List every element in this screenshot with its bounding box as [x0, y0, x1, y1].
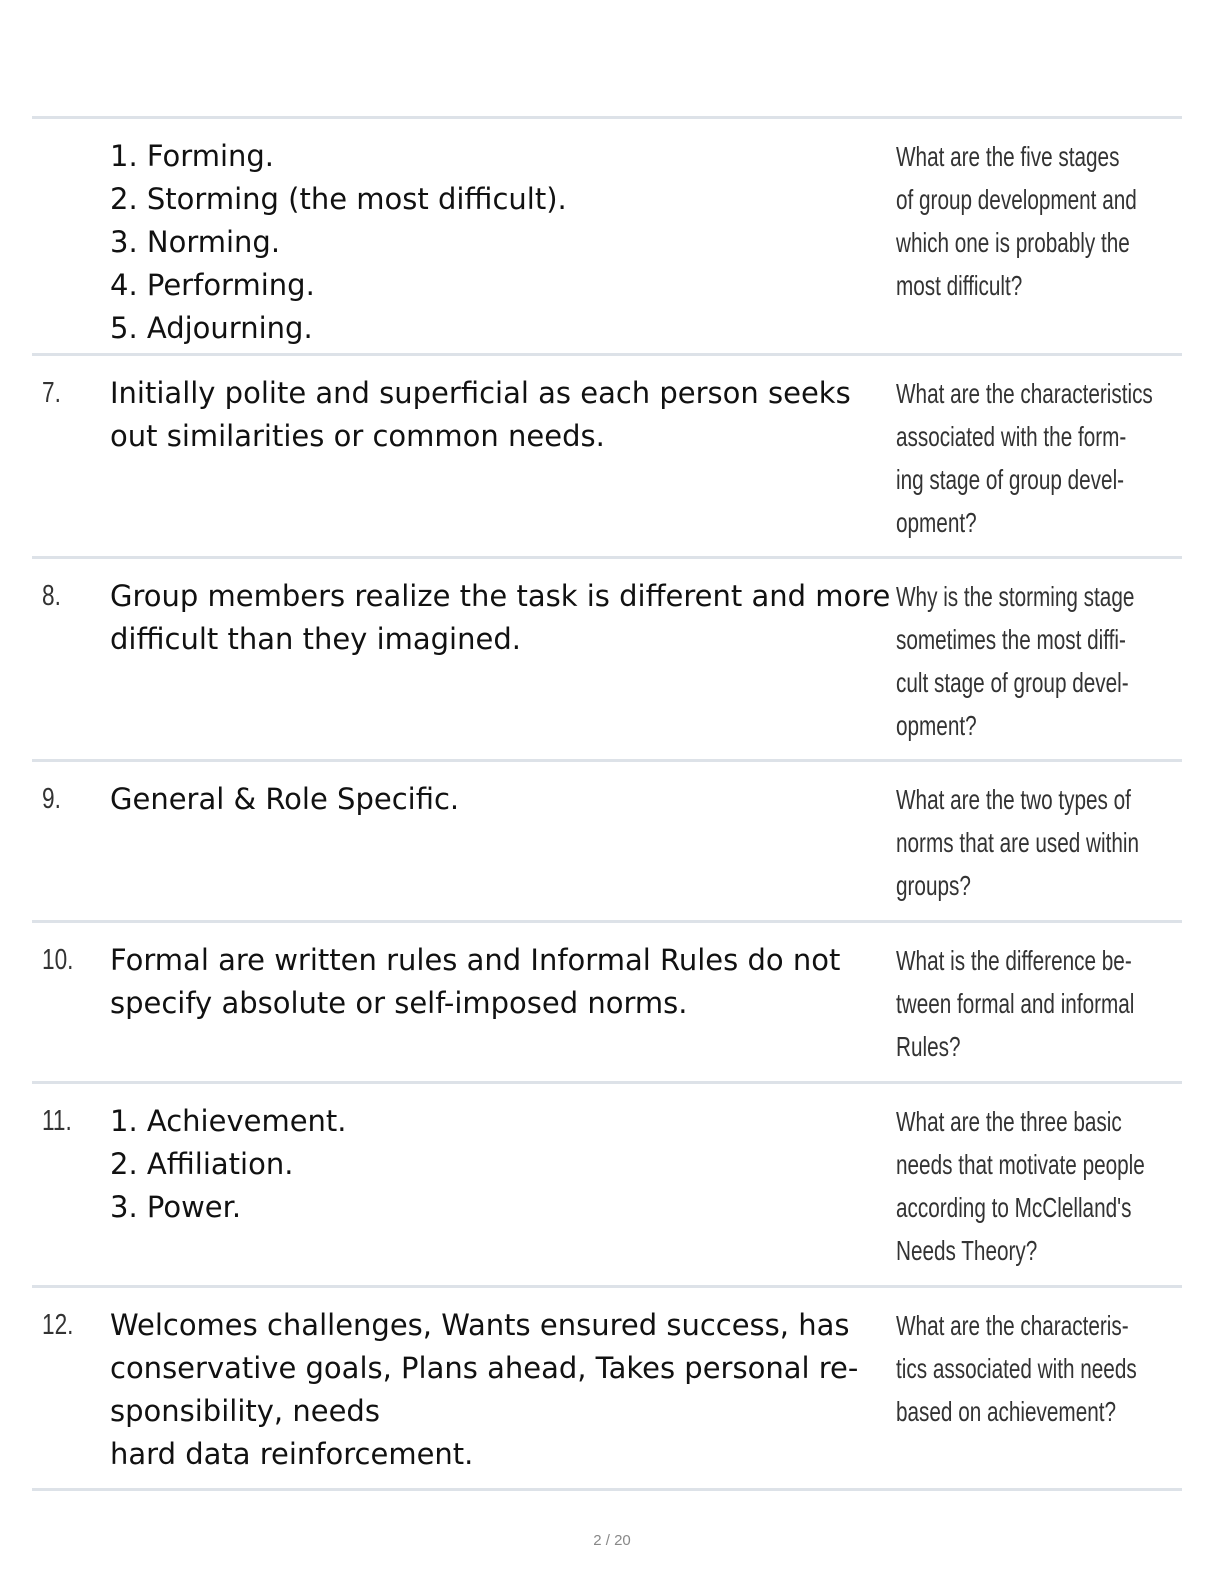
- question-line: What are the two types of: [896, 784, 1131, 815]
- answer-line: 3. Power.: [110, 1190, 242, 1224]
- answer-line: out similarities or common needs.: [110, 419, 605, 453]
- flashcard-row: [32, 1288, 1182, 1491]
- card-number: 10.: [42, 944, 74, 976]
- card-number: 7.: [42, 377, 61, 409]
- card-question: [896, 1304, 1162, 1433]
- answer-line: 5. Adjourning.: [110, 311, 313, 345]
- question-line: according to McClelland's: [896, 1192, 1132, 1223]
- card-answer: [110, 1100, 892, 1229]
- flashcard-row: [32, 762, 1182, 923]
- question-line: associated with the form-: [896, 421, 1127, 452]
- answer-line: difficult than they imagined.: [110, 622, 521, 656]
- question-line: ing stage of group devel-: [896, 464, 1125, 495]
- card-answer: [110, 575, 892, 661]
- answer-line: 1. Forming.: [110, 139, 275, 173]
- answer-line: Initially polite and superficial as each person seeks: [110, 376, 851, 410]
- question-line: opment?: [896, 507, 977, 538]
- card-question: [896, 939, 1162, 1068]
- flashcard-row: [32, 356, 1182, 559]
- answer-line: sponsibility, needs: [110, 1394, 380, 1428]
- answer-line: conservative goals, Plans ahead, Takes personal re-: [110, 1351, 859, 1385]
- answer-line: 3. Norming.: [110, 225, 281, 259]
- question-line: Needs Theory?: [896, 1235, 1038, 1266]
- flashcard-list: [32, 116, 1182, 1491]
- card-answer: [110, 135, 892, 350]
- card-answer: [110, 778, 892, 821]
- answer-line: specify absolute or self-imposed norms.: [110, 986, 688, 1020]
- flashcard-row: [32, 1084, 1182, 1288]
- card-question: [896, 1100, 1162, 1272]
- flashcard-row: [32, 119, 1182, 356]
- question-line: Why is the storming stage: [896, 581, 1135, 612]
- answer-line: Formal are written rules and Informal Rules do not: [110, 943, 841, 977]
- card-answer: [110, 939, 892, 1025]
- question-line: most difficult?: [896, 270, 1023, 301]
- page-indicator: 2 / 20: [593, 1532, 631, 1549]
- question-line: What are the five stages: [896, 141, 1120, 172]
- answer-line: 2. Affiliation.: [110, 1147, 294, 1181]
- question-line: tween formal and informal: [896, 988, 1135, 1019]
- question-line: needs that motivate people: [896, 1149, 1145, 1180]
- answer-line: 4. Performing.: [110, 268, 315, 302]
- question-line: What are the characteristics: [896, 378, 1153, 409]
- question-line: of group development and: [896, 184, 1137, 215]
- answer-line: hard data reinforcement.: [110, 1437, 474, 1471]
- question-line: What are the three basic: [896, 1106, 1122, 1137]
- question-line: based on achievement?: [896, 1396, 1117, 1427]
- answer-line: General & Role Specific.: [110, 782, 460, 816]
- question-line: tics associated with needs: [896, 1353, 1137, 1384]
- question-line: Rules?: [896, 1031, 961, 1062]
- card-number: 12.: [42, 1309, 74, 1341]
- card-number: 9.: [42, 783, 61, 815]
- card-question: [896, 372, 1162, 544]
- card-number: 11.: [42, 1105, 72, 1137]
- question-line: sometimes the most diffi-: [896, 624, 1126, 655]
- card-answer: [110, 372, 892, 458]
- question-line: What are the characteris-: [896, 1310, 1129, 1341]
- answer-line: 2. Storming (the most difficult).: [110, 182, 567, 216]
- question-line: opment?: [896, 710, 977, 741]
- answer-line: 1. Achievement.: [110, 1104, 347, 1138]
- question-line: groups?: [896, 870, 971, 901]
- card-number: 8.: [42, 580, 61, 612]
- question-line: norms that are used within: [896, 827, 1140, 858]
- answer-line: Welcomes challenges, Wants ensured success, has: [110, 1308, 850, 1342]
- card-question: [896, 778, 1162, 907]
- card-question: [896, 135, 1162, 307]
- question-line: which one is probably the: [896, 227, 1130, 258]
- card-question: [896, 575, 1162, 747]
- question-line: cult stage of group devel-: [896, 667, 1129, 698]
- flashcard-row: [32, 923, 1182, 1084]
- card-answer: [110, 1304, 892, 1476]
- answer-line: Group members realize the task is different and more: [110, 579, 891, 613]
- question-line: What is the difference be-: [896, 945, 1132, 976]
- flashcard-row: [32, 559, 1182, 762]
